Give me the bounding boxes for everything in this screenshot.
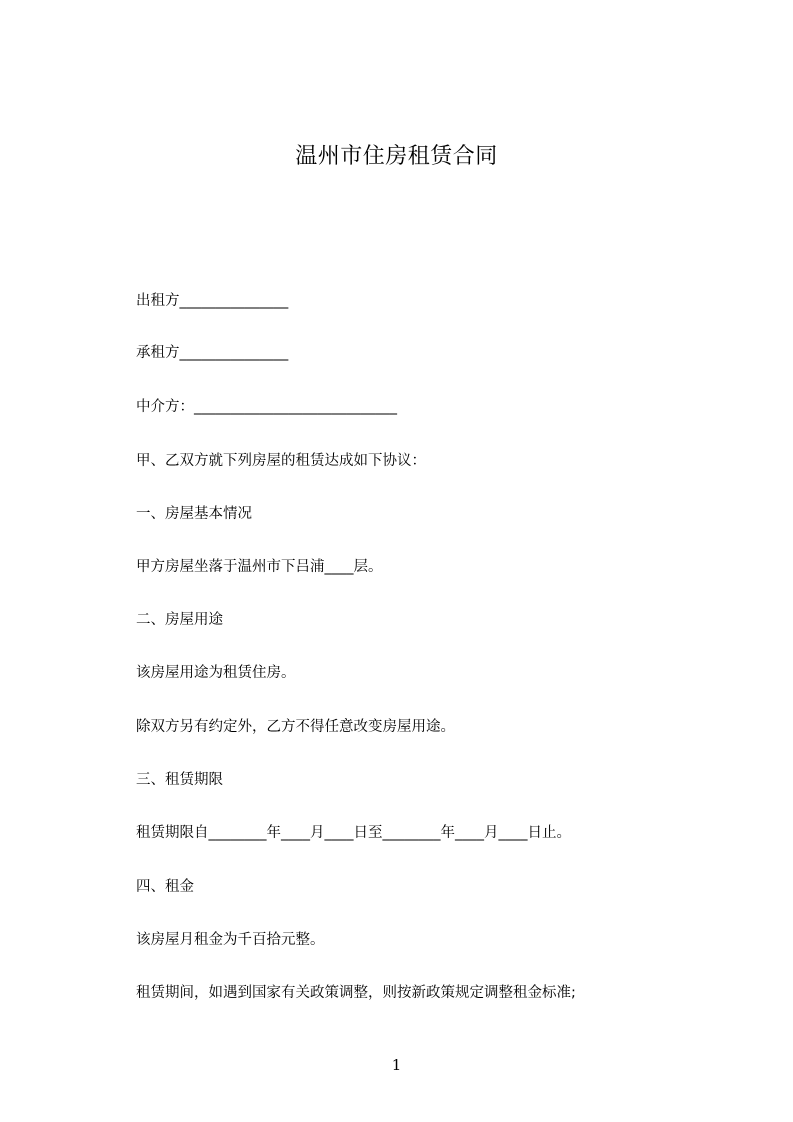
page-number: 1 <box>391 1056 402 1074</box>
section-heading-rent: 四、租金 <box>136 879 194 895</box>
agreement-intro: 甲、乙双方就下列房屋的租赁达成如下协议： <box>136 453 426 469</box>
lessor-line: 出租方_______________ <box>136 293 289 309</box>
term-statement: 租赁期限自________年____月____日至________年____月____日止。 <box>136 825 571 841</box>
section-heading-usage: 二、房屋用途 <box>136 612 223 628</box>
usage-statement: 该房屋用途为租赁住房。 <box>136 665 296 681</box>
usage-restriction: 除双方另有约定外，乙方不得任意改变房屋用途。 <box>136 719 455 735</box>
rent-amount: 该房屋月租金为千百拾元整。 <box>136 932 325 948</box>
rent-adjustment: 租赁期间，如遇到国家有关政策调整，则按新政策规定调整租金标准; <box>136 985 576 1001</box>
document-title: 温州市住房租赁合同 <box>295 144 498 169</box>
property-location: 甲方房屋坐落于温州市下吕浦____层。 <box>136 559 383 575</box>
agent-line: 中介方：____________________________ <box>136 399 397 415</box>
section-heading-property: 一、房屋基本情况 <box>136 506 252 522</box>
section-heading-term: 三、租赁期限 <box>136 772 223 788</box>
lessee-line: 承租方_______________ <box>136 345 289 361</box>
